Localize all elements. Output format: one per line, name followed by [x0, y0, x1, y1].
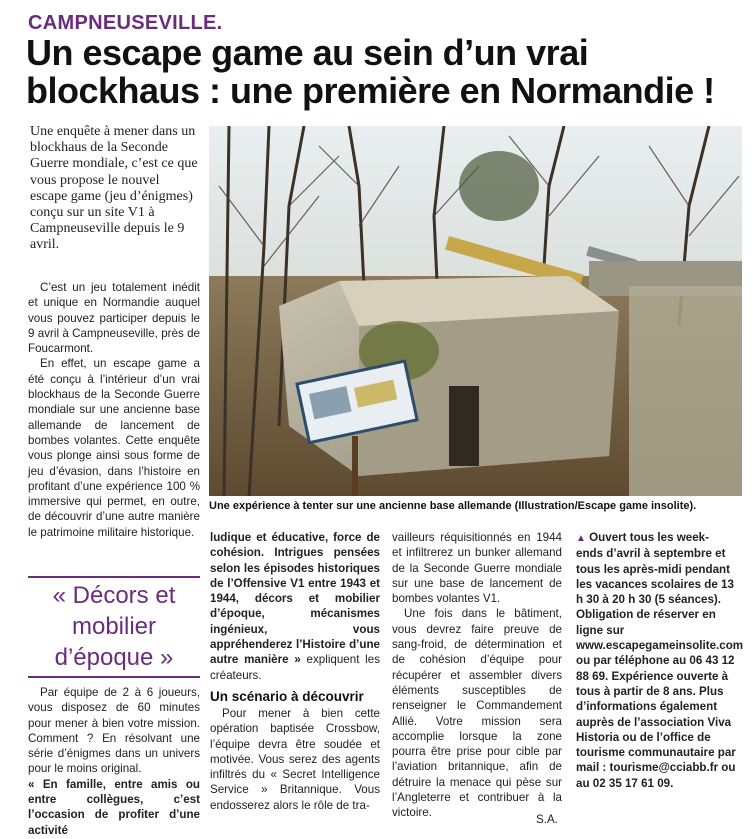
quote-text: ludique et éducative, force de cohésion. Intrigues pensées selon les épisodes historiques de l’Offensive V1 entre 1943 et 1944, décors et mobilier d’époque, mécanismes ingénieux, vous appréhenderez l’Histoire d’une autre manière » — [210, 531, 380, 667]
photo-caption: Une expérience à tenter sur une ancienne base allemande (Illustration/Escape game insolite). — [209, 500, 697, 512]
paragraph-quote: « En famille, entre amis ou entre collègues, c’est l’occasion de profiter d’une activité — [28, 777, 200, 837]
column-1-top — [28, 280, 200, 540]
info-box — [576, 530, 744, 791]
triangle-bullet-icon: ▲ — [576, 533, 586, 544]
quote-divider-top — [28, 576, 200, 578]
kicker: CAMPNEUSEVILLE. — [28, 12, 223, 34]
paragraph: En effet, un escape game a été conçu à l’intérieur d’un vrai blockhaus de la Seconde Guerre mondiale sur une ancienne base allemande de lancement de bombes volantes. Cette enquête vous plonge ainsi sous forme de jeu d’évasion, dans l’histoire en profitant d’une expérience 100 % immersive qui permet, en outre, de découvrir d’une autre manière le patrimoine militaire historique. — [28, 357, 200, 539]
paragraph: C’est un jeu totalement inédit et unique en Normandie auquel vous pouvez participer depuis le 9 avril à Campneuseville, près de Foucarmont. — [28, 281, 200, 356]
attribution: expliquent les créateurs. — [210, 653, 380, 682]
practical-info: Ouvert tous les week-ends d’avril à septembre et tous les après-midi pendant les vacances scolaires de 13 h 30 à 20 h 30 (5 séances). Obligation de réserver en ligne sur www.escapegameinsolite.com ou par téléphone au 06 43 12 88 69. Expérience ouverte à tous à partir de 8 ans. Plus d’informations également auprès de l’association Viva Historia ou de l’office de tourisme communautaire par mail : tourisme@cciabb.fr ou au 02 35 17 61 09. — [576, 531, 744, 790]
author-signature: S.A. — [536, 813, 558, 826]
headline: Un escape game au sein d’un vrai blockhaus : une première en Normandie ! — [26, 32, 715, 111]
bunker-photo — [209, 126, 742, 496]
paragraph — [210, 530, 380, 683]
paragraph: Par équipe de 2 à 6 joueurs, vous disposez de 60 minutes pour mener à bien votre mission. Comment ? En résolvant une série d’énigmes dans un univers pour le moins original. — [28, 686, 200, 776]
intro-paragraph: Une enquête à mener dans un blockhaus de la Seconde Guerre mondiale, c’est ce que vous propose le nouvel escape game (jeu d’énigmes) conçu sur un site V1 à Campneuseville depuis le 9 avril. — [30, 124, 198, 253]
paragraph: vailleurs réquisitionnés en 1944 et infiltrerez un bunker allemand de la Seconde Guerre mondiale sur une base de lancement de bombes volantes V1. — [392, 531, 562, 606]
column-3 — [392, 530, 562, 821]
column-2 — [210, 530, 380, 813]
paragraph: Une fois dans le bâtiment, vous devrez faire preuve de sang-froid, de détermination et de cohésion d’équipe pour récupérer et assembler divers éléments susceptibles de renseigner le Commandement Allié. Votre mission sera accomplie lorsque la zone pourra être prise pour cible par l’aviation britannique, afin de détruire la menace qui pèse sur l’Angleterre et contribuer à la victoire. — [392, 607, 562, 820]
pull-quote: « Décors et mobilier d’époque » — [52, 582, 176, 671]
bunker-illustration — [209, 126, 742, 496]
column-1-bottom — [28, 685, 200, 838]
quote-divider-bottom — [28, 676, 200, 678]
section-subhead: Un scénario à découvrir — [210, 688, 364, 704]
paragraph: Pour mener à bien cette opération baptisée Crossbow, l’équipe devra être soudée et motivée. Vous serez des agents infiltrés du « Secret Intelligence Service » Britannique. Vous endosserez alors le rôle de tra- — [210, 706, 380, 812]
